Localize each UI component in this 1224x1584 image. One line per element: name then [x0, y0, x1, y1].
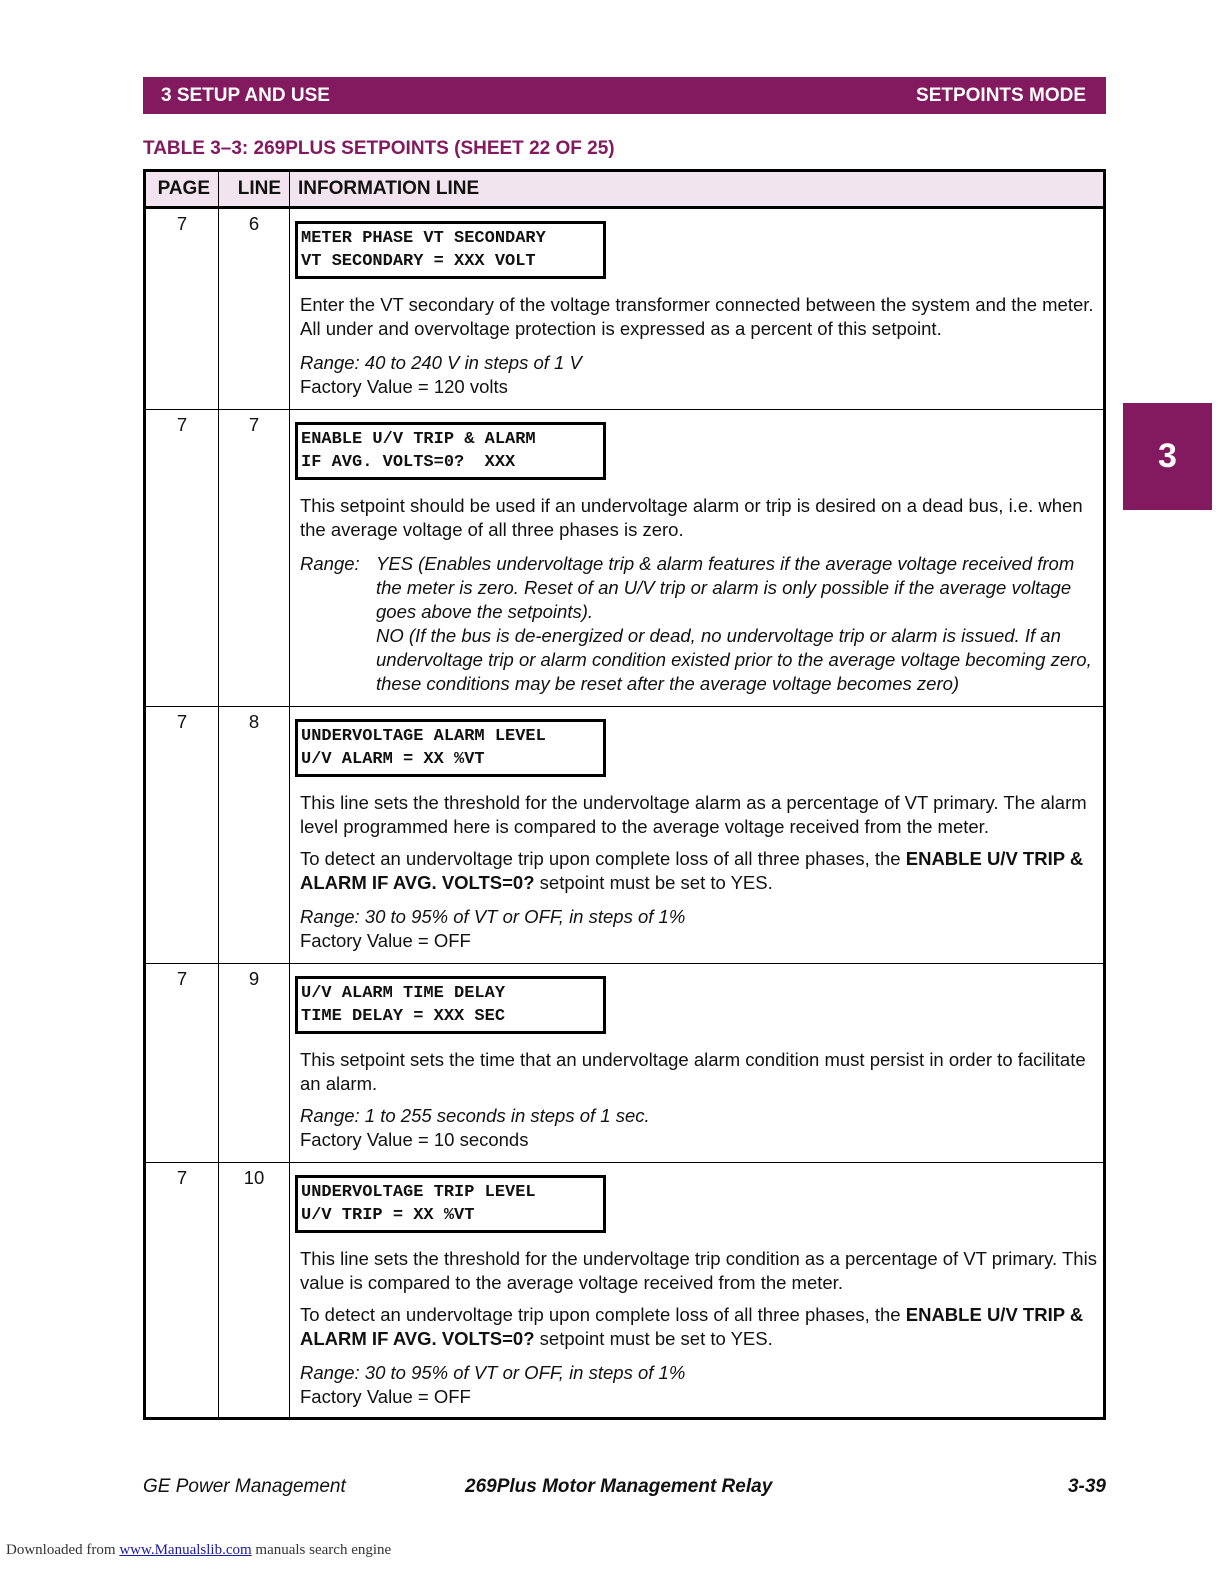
note	[300, 847, 1099, 895]
lcd-line-2: TIME DELAY = XXX SEC	[301, 1007, 506, 1026]
line-cell: 8	[219, 707, 290, 964]
range-text: Range: 30 to 95% of VT or OFF, in steps of 1%	[300, 906, 686, 927]
footer-company: GE Power Management	[143, 1476, 346, 1497]
table-row	[145, 410, 1105, 707]
info-cell	[290, 964, 1105, 1163]
column-header-page: PAGE	[145, 171, 219, 208]
table-row	[145, 707, 1105, 964]
lcd-display	[295, 976, 606, 1034]
range-text: Range: 1 to 255 seconds in steps of 1 sec.	[300, 1105, 650, 1126]
lcd-line-1: METER PHASE VT SECONDARY	[301, 229, 546, 248]
note-text: setpoint must be set to YES.	[534, 872, 773, 893]
range-text: Range: 30 to 95% of VT or OFF, in steps of 1%	[300, 1362, 686, 1383]
info-cell	[290, 1163, 1105, 1419]
chapter-tab: 3	[1123, 403, 1212, 510]
lcd-line-1: ENABLE U/V TRIP & ALARM	[301, 430, 536, 449]
line-cell: 6	[219, 208, 290, 410]
section-header-bar	[143, 77, 1106, 114]
description: This setpoint should be used if an undervoltage alarm or trip is desired on a dead bus, i.e. when the average voltage of all three phases is zero.	[300, 495, 1083, 540]
setpoint-reference: ENABLE U/V TRIP & ALARM IF AVG. VOLTS=0?	[300, 1304, 1084, 1349]
lcd-line-1: U/V ALARM TIME DELAY	[301, 984, 506, 1003]
note-text: setpoint must be set to YES.	[534, 1328, 773, 1349]
note-text: To detect an undervoltage trip upon complete loss of all three phases, the	[300, 848, 906, 869]
manualslib-link[interactable]: www.Manualslib.com	[119, 1542, 252, 1558]
factory-value: Factory Value = 120 volts	[300, 376, 508, 397]
download-suffix: manuals search engine	[251, 1542, 392, 1558]
description: This setpoint sets the time that an undervoltage alarm condition must persist in order to facilitate an alarm.	[300, 1049, 1086, 1094]
description: This line sets the threshold for the undervoltage trip condition as a percentage of VT primary. This value is compared to the average voltage received from the meter.	[300, 1248, 1097, 1293]
note-text: To detect an undervoltage trip upon complete loss of all three phases, the	[300, 1304, 906, 1325]
range-label: Range:	[300, 553, 360, 574]
factory-value: Factory Value = OFF	[300, 1386, 471, 1407]
column-header-line: LINE	[219, 171, 290, 208]
lcd-line-1: UNDERVOLTAGE TRIP LEVEL	[301, 1183, 536, 1202]
range-option-yes: YES (Enables undervoltage trip & alarm features if the average voltage received from the meter is zero. Reset of an U/V trip or alarm is only possible if the average voltage goes above the setpoints).	[376, 553, 1075, 622]
table-title: TABLE 3–3: 269PLUS SETPOINTS (SHEET 22 OF 25)	[143, 138, 615, 159]
lcd-display	[295, 1175, 606, 1233]
section-title: 3 SETUP AND USE	[161, 84, 330, 106]
info-cell	[290, 707, 1105, 964]
page-cell: 7	[145, 707, 219, 964]
description: This line sets the threshold for the undervoltage alarm as a percentage of VT primary. The alarm level programmed here is compared to the average voltage received from the meter.	[300, 792, 1087, 837]
page-footer	[143, 1476, 1106, 1498]
range-option-no: NO (If the bus is de-energized or dead, no undervoltage trip or alarm is issued. If an undervoltage trip or alarm condition existed prior to the average voltage becoming zero, these conditions may be reset after the average voltage becomes zero)	[376, 625, 1092, 694]
lcd-line-2: U/V TRIP = XX %VT	[301, 1206, 475, 1225]
range-text: Range: 40 to 240 V in steps of 1 V	[300, 352, 582, 373]
info-cell	[290, 410, 1105, 707]
note	[300, 1303, 1099, 1351]
page-number: 3-39	[1067, 1476, 1106, 1497]
lcd-display	[295, 422, 606, 480]
range-options	[300, 552, 1099, 696]
description: Enter the VT secondary of the voltage transformer connected between the system and the meter. All under and overvoltage protection is expressed as a percent of this setpoint.	[300, 294, 1094, 339]
factory-value: Factory Value = OFF	[300, 930, 471, 951]
page-cell: 7	[145, 964, 219, 1163]
page-cell: 7	[145, 208, 219, 410]
column-header-info: INFORMATION LINE	[290, 171, 1105, 208]
lcd-display	[295, 221, 606, 279]
table-header-row	[145, 171, 1105, 208]
download-prefix: Downloaded from	[6, 1542, 120, 1558]
table-row	[145, 208, 1105, 410]
line-cell: 9	[219, 964, 290, 1163]
lcd-line-2: U/V ALARM = XX %VT	[301, 750, 485, 769]
table-row	[145, 1163, 1105, 1419]
setpoint-reference: ENABLE U/V TRIP & ALARM IF AVG. VOLTS=0?	[300, 848, 1084, 893]
mode-title: SETPOINTS MODE	[916, 84, 1086, 106]
setpoints-table	[143, 169, 1106, 1420]
page-cell: 7	[145, 410, 219, 707]
lcd-line-1: UNDERVOLTAGE ALARM LEVEL	[301, 727, 546, 746]
table-row	[145, 964, 1105, 1163]
lcd-line-2: VT SECONDARY = XXX VOLT	[301, 252, 536, 271]
info-cell	[290, 208, 1105, 410]
lcd-line-2: IF AVG. VOLTS=0? XXX	[301, 453, 516, 472]
line-cell: 7	[219, 410, 290, 707]
factory-value: Factory Value = 10 seconds	[300, 1129, 529, 1150]
line-cell: 10	[219, 1163, 290, 1419]
download-note	[6, 1542, 391, 1559]
page-cell: 7	[145, 1163, 219, 1419]
lcd-display	[295, 719, 606, 777]
footer-product: 269Plus Motor Management Relay	[465, 1476, 773, 1497]
